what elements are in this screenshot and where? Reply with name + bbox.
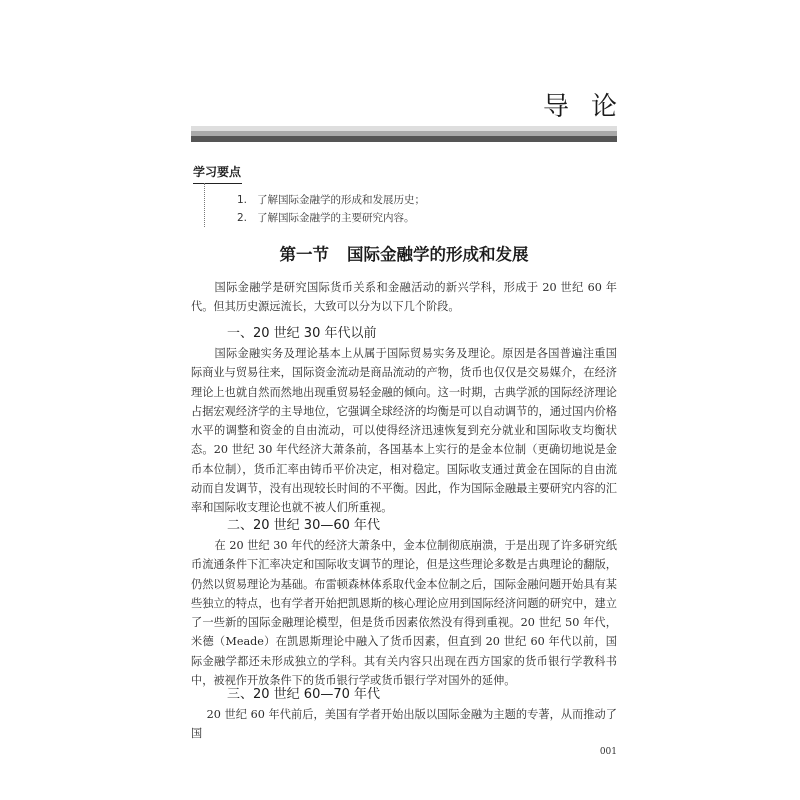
key-points-heading: 学习要点	[193, 163, 242, 184]
section-number: 第一节	[279, 245, 329, 264]
key-points-dotted-rule	[204, 183, 205, 227]
subsection-heading-1: 一、20 世纪 30 年代以前	[227, 326, 377, 341]
chapter-title: 导论	[542, 92, 639, 122]
key-point-text: 了解国际金融学的主要研究内容。	[257, 212, 415, 224]
subsection-body-1: 国际金融实务及理论基本上从属于国际贸易实务及理论。原因是各国普遍注重国际商业与贸易往来，国际资金流动是商品流动的产物，货币也仅仅是交易媒介，在经济理论上也就自然而然地出现重贸易轻金融的倾向。这一时期，古典学派的国际经济理论占据宏观经济学的主导地位，它强调全球经济的均衡是可以自动调节的，通过国内价格水平的调整和资金的自由流动，可以使得经济迅速恢复到充分就业和国际收支均衡状态。20 世纪 30 年代经济大萧条前，各国基本上实行的是金本位制（更确切地说是金币本位制），货币汇率由铸币平价决定，相对稳定。国际收支通过黄金在国际的自由流动而自发调节，没有出现较长时间的不平衡。因此，作为国际金融最主要研究内容的汇率和国际收支理论也就不被人们所重视。	[191, 347, 617, 515]
page-number: 001	[599, 747, 617, 757]
key-point-number: 2.	[237, 212, 248, 224]
stripe-dark	[191, 136, 617, 142]
section-title	[191, 241, 617, 265]
key-point-item	[237, 209, 425, 227]
subsection-heading-2: 二、20 世纪 30—60 年代	[227, 518, 381, 533]
subsection-body-2: 在 20 世纪 30 年代的经济大萧条中，金本位制彻底崩溃，于是出现了许多研究纸币流通条件下汇率决定和国际收支调节的理论，但是这些理论多数是古典理论的翻版，仍然以贸易理论为基础。布雷顿森林体系取代金本位制之后，国际金融问题开始具有某些独立的特点，也有学者开始把凯恩斯的核心理论应用到国际经济问题的研究中，建立了一些新的国际金融理论模型，但是货币因素依然没有得到重视。20 世纪 50 年代，米德（Meade）在凯恩斯理论中融入了货币因素，但直到 20 世纪 60 年代以前，国际金融学都还未形成独立的学科。其有关内容只出现在西方国家的货币银行学教科书中，被视作开放条件下的货币银行学或货币银行学对国外的延伸。	[191, 539, 617, 688]
subsection-body-3: 20 世纪 60 年代前后，美国有学者开始出版以国际金融为主题的专著，从而推动了国	[191, 708, 617, 741]
chapter-divider-stripe	[191, 126, 617, 142]
key-point-number: 1.	[237, 194, 248, 206]
section-intro-paragraph: 国际金融学是研究国际货币关系和金融活动的新兴学科，形成于 20 世纪 60 年代。但其历史源远流长，大致可以分为以下几个阶段。	[191, 281, 617, 314]
section-title-text: 国际金融学的形成和发展	[347, 245, 529, 264]
key-point-item	[237, 191, 425, 209]
key-points-list	[237, 191, 425, 227]
book-page	[191, 0, 639, 800]
key-point-text: 了解国际金融学的形成和发展历史；	[257, 194, 425, 206]
subsection-heading-3: 三、20 世纪 60—70 年代	[227, 687, 381, 702]
